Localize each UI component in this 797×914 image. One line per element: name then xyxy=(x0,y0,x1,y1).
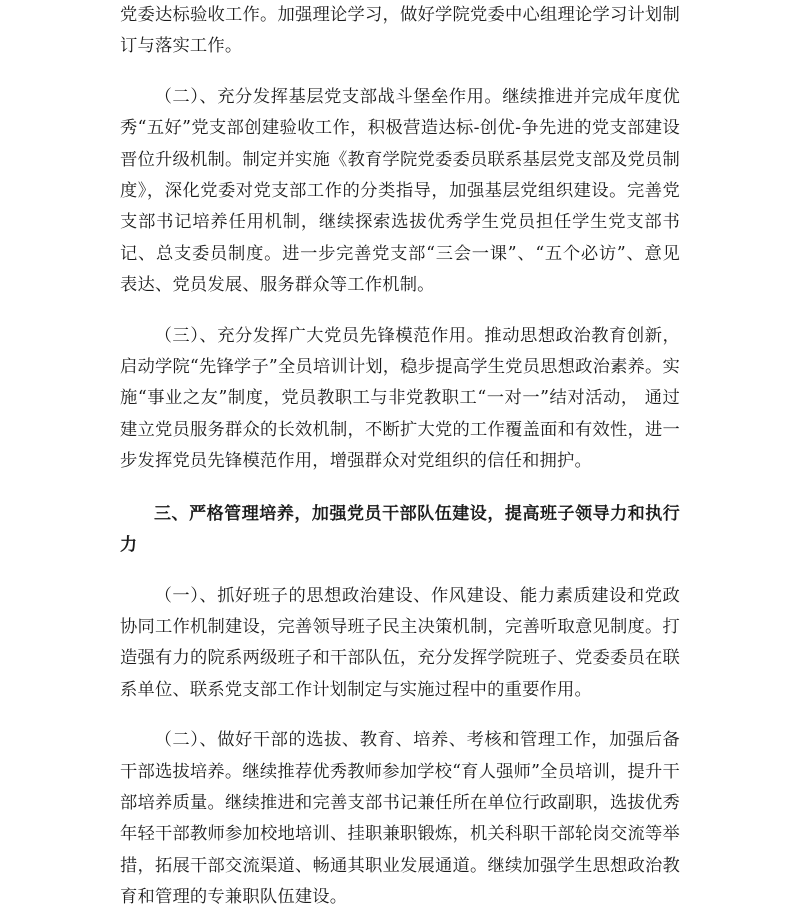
document-page xyxy=(120,0,680,914)
paragraph-continuation: 党委达标验收工作。加强理论学习，做好学院党委中心组理论学习计划制订与落实工作。 xyxy=(120,5,680,57)
paragraph-leadership-team: （一）、抓好班子的思想政治建设、作风建设、能力素质建设和党政协同工作机制建设，完善领导班子民主决策机制，完善听取意见制度。打造强有力的院系两级班子和干部队伍，充分发挥学院班子、党委委员在联系单位、联系党支部工作计划制定与实施过程中的重要作用。 xyxy=(120,585,680,700)
paragraph-cadre-selection: （二）、做好干部的选拔、教育、培养、考核和管理工作，加强后备干部选拔培养。继续推荐优秀教师参加学校“育人强师”全员培训，提升干部培养质量。继续推进和完善支部书记兼任所在单位行政副职，选拔优秀年轻干部教师参加校地培训、挂职兼职锻炼，机关科职干部轮岗交流等举措，拓展干部交流渠道、畅通其职业发展通道。继续加强学生思想政治教育和管理的专兼职队伍建设。 xyxy=(120,730,680,908)
paragraph-party-member-vanguard: （三）、充分发挥广大党员先锋模范作用。推动思想政治教育创新，启动学院“先锋学子”全员培训计划，稳步提高学生党员思想政治素养。实施“事业之友”制度，党员教职工与非党教职工“一对一”结对活动， 通过建立党员服务群众的长效机制，不断扩大党的工作覆盖面和有效性，进一步发挥党员先锋模范作用，增强群众对党组织的信任和拥护。 xyxy=(120,325,680,472)
section-heading-three: 三、严格管理培养，加强党员干部队伍建设，提高班子领导力和执行力 xyxy=(120,503,680,556)
paragraph-grassroots-branch: （二）、充分发挥基层党支部战斗堡垒作用。继续推进并完成年度优秀“五好”党支部创建验收工作，积极营造达标-创优-争先进的党支部建设晋位升级机制。制定并实施《教育学院党委委员联系基层党支部及党员制度》，深化党委对党支部工作的分类指导，加强基层党组织建设。完善党支部书记培养任用机制，继续探索选拔优秀学生党员担任学生党支部书记、总支委员制度。进一步完善党支部“三会一课”、“五个必访”、意见表达、党员发展、服务群众等工作机制。 xyxy=(120,86,680,296)
